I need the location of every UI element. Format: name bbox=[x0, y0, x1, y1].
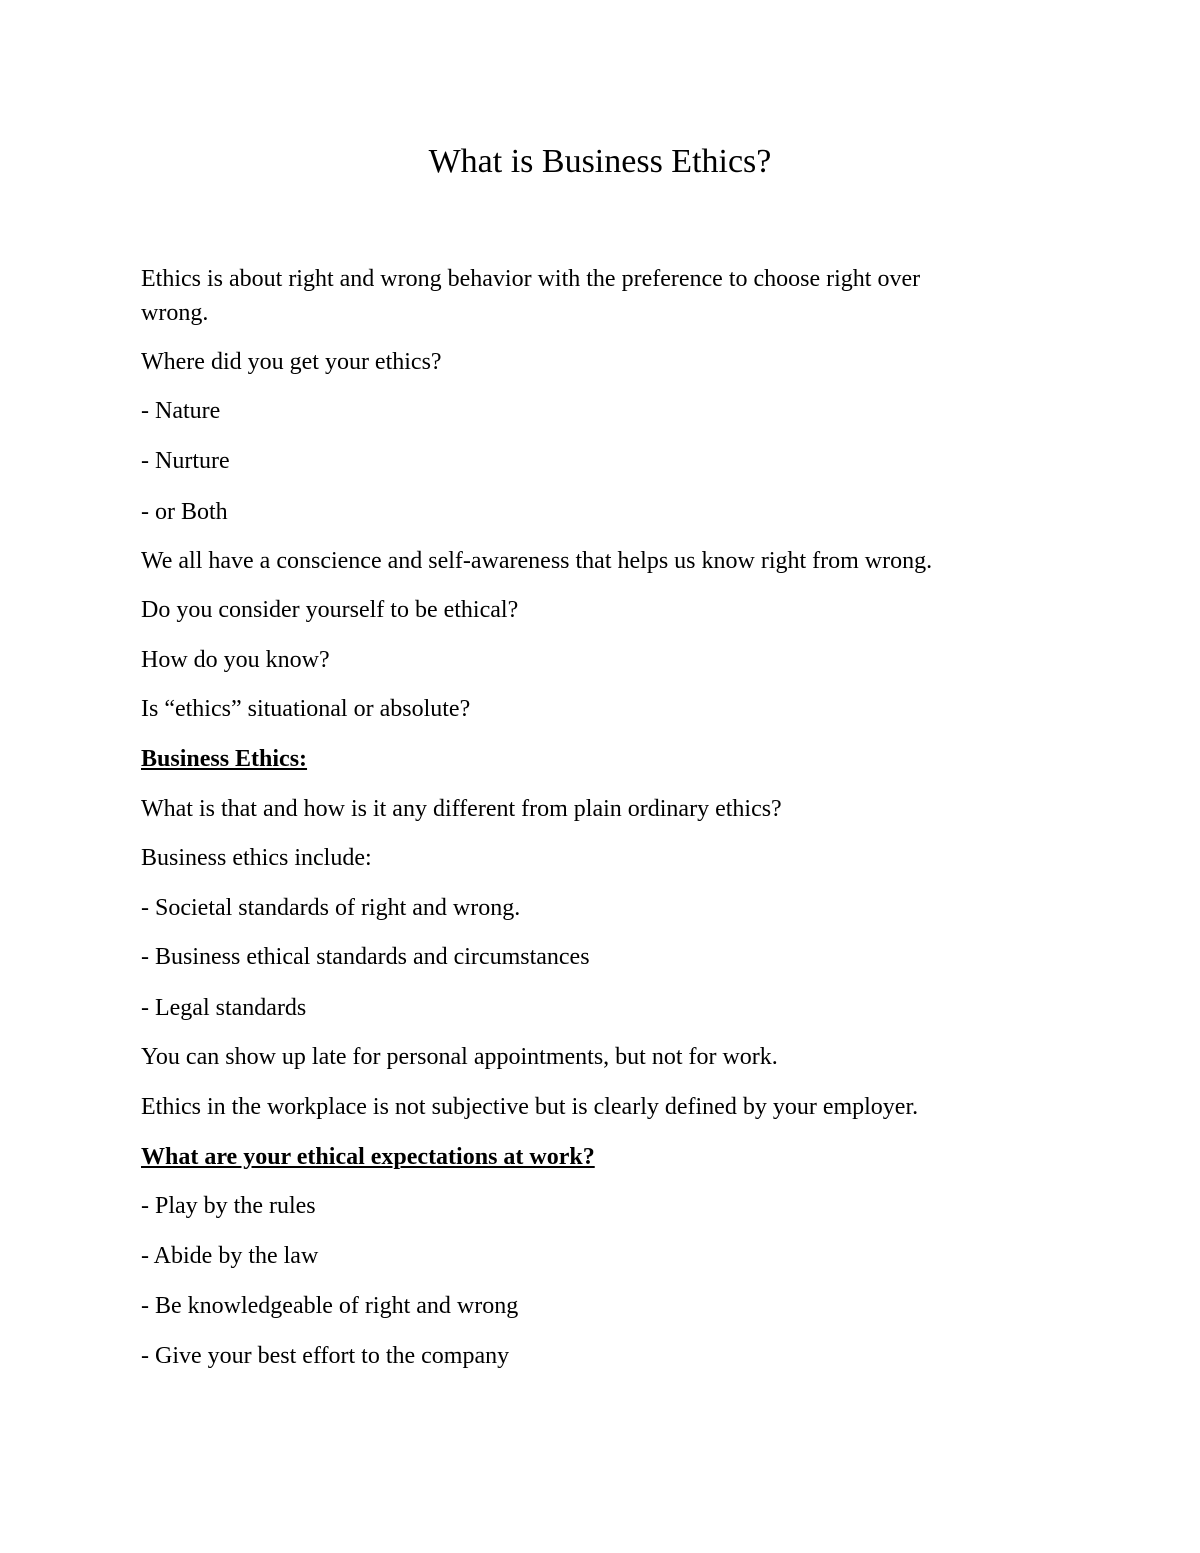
late-statement: You can show up late for personal appointments, but not for work. bbox=[141, 1044, 778, 1070]
heading-business-ethics: Business Ethics: bbox=[141, 746, 308, 772]
expectation-item-effort: - Give your best effort to the company bbox=[141, 1343, 510, 1369]
conscience-statement: We all have a conscience and self-awareness that helps us know right from wrong. bbox=[141, 548, 933, 574]
intro-text-line-1: Ethics is about right and wrong behavior with the preference to choose right over bbox=[141, 266, 921, 292]
expectation-item-law: - Abide by the law bbox=[141, 1243, 319, 1269]
question-know: How do you know? bbox=[141, 647, 330, 673]
business-ethics-item-societal: - Societal standards of right and wrong. bbox=[141, 895, 521, 921]
intro-text-line-2: wrong. bbox=[141, 300, 209, 326]
question-ethical: Do you consider yourself to be ethical? bbox=[141, 597, 519, 623]
expectation-item-rules: - Play by the rules bbox=[141, 1193, 316, 1219]
page-title: What is Business Ethics? bbox=[428, 143, 772, 180]
origin-option-nature: - Nature bbox=[141, 398, 221, 424]
question-situational: Is “ethics” situational or absolute? bbox=[141, 696, 471, 722]
workplace-statement: Ethics in the workplace is not subjective but is clearly defined by your employer. bbox=[141, 1094, 919, 1120]
business-ethics-item-business: - Business ethical standards and circumstances bbox=[141, 944, 590, 970]
business-ethics-item-legal: - Legal standards bbox=[141, 995, 307, 1021]
heading-expectations: What are your ethical expectations at work? bbox=[141, 1144, 595, 1170]
expectation-item-knowledge: - Be knowledgeable of right and wrong bbox=[141, 1293, 519, 1319]
origin-option-nurture: - Nurture bbox=[141, 448, 230, 474]
question-origin: Where did you get your ethics? bbox=[141, 349, 442, 375]
origin-option-both: - or Both bbox=[141, 499, 228, 525]
question-difference: What is that and how is it any different from plain ordinary ethics? bbox=[141, 796, 782, 822]
business-ethics-include: Business ethics include: bbox=[141, 845, 372, 871]
